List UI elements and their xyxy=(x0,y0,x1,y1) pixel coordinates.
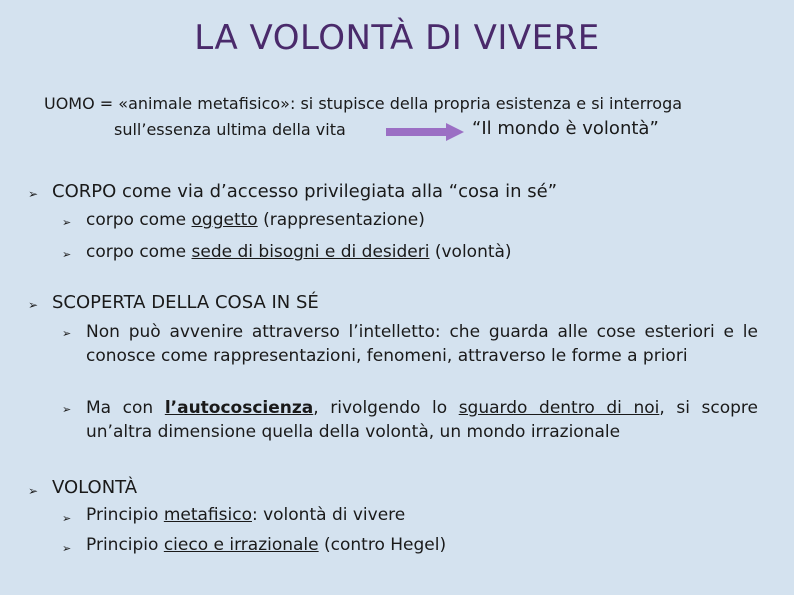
section-volonta-heading: VOLONTÀ xyxy=(52,477,138,498)
right-arrow-icon xyxy=(386,123,466,141)
volonta-item-2: Principio cieco e irrazionale (contro Hegel) xyxy=(86,535,447,555)
section-scoperta-heading: SCOPERTA DELLA COSA IN SÉ xyxy=(52,292,319,313)
volonta-item-1: Principio metafisico: volontà di vivere xyxy=(86,505,406,525)
bullet-icon: ➢ xyxy=(62,216,72,229)
bullet-icon: ➢ xyxy=(62,542,72,555)
bullet-icon: ➢ xyxy=(28,298,39,312)
bullet-icon: ➢ xyxy=(62,512,72,525)
intro-line-2: sull’essenza ultima della vita xyxy=(114,120,346,139)
corpo-item-2: corpo come sede di bisogni e di desideri (volontà) xyxy=(86,242,512,262)
bullet-icon: ➢ xyxy=(62,403,72,416)
slide-title: LA VOLONTÀ DI VIVERE xyxy=(194,18,600,58)
scoperta-item-2: Ma con l’autocoscienza, rivolgendo lo sguardo dentro di noi, si scopre un’altra dimensione quella della volontà, un mondo irrazionale xyxy=(86,398,758,442)
bullet-icon: ➢ xyxy=(28,484,39,498)
corpo-item-1: corpo come oggetto (rappresentazione) xyxy=(86,210,425,230)
bullet-icon: ➢ xyxy=(28,187,39,201)
bullet-icon: ➢ xyxy=(62,327,72,340)
bullet-icon: ➢ xyxy=(62,248,72,261)
intro-line-1: UOMO = «animale metafisico»: si stupisce della propria esistenza e si interroga xyxy=(44,94,683,113)
section-corpo-heading: CORPO come via d’accesso privilegiata alla “cosa in sé” xyxy=(52,181,558,202)
scoperta-item-1: Non può avvenire attraverso l’intelletto: che guarda alle cose esteriori e le conosce come rappresentazioni, fenomeni, attraverso le forme a priori xyxy=(86,322,758,366)
intro-quote: “Il mondo è volontà” xyxy=(472,118,659,139)
